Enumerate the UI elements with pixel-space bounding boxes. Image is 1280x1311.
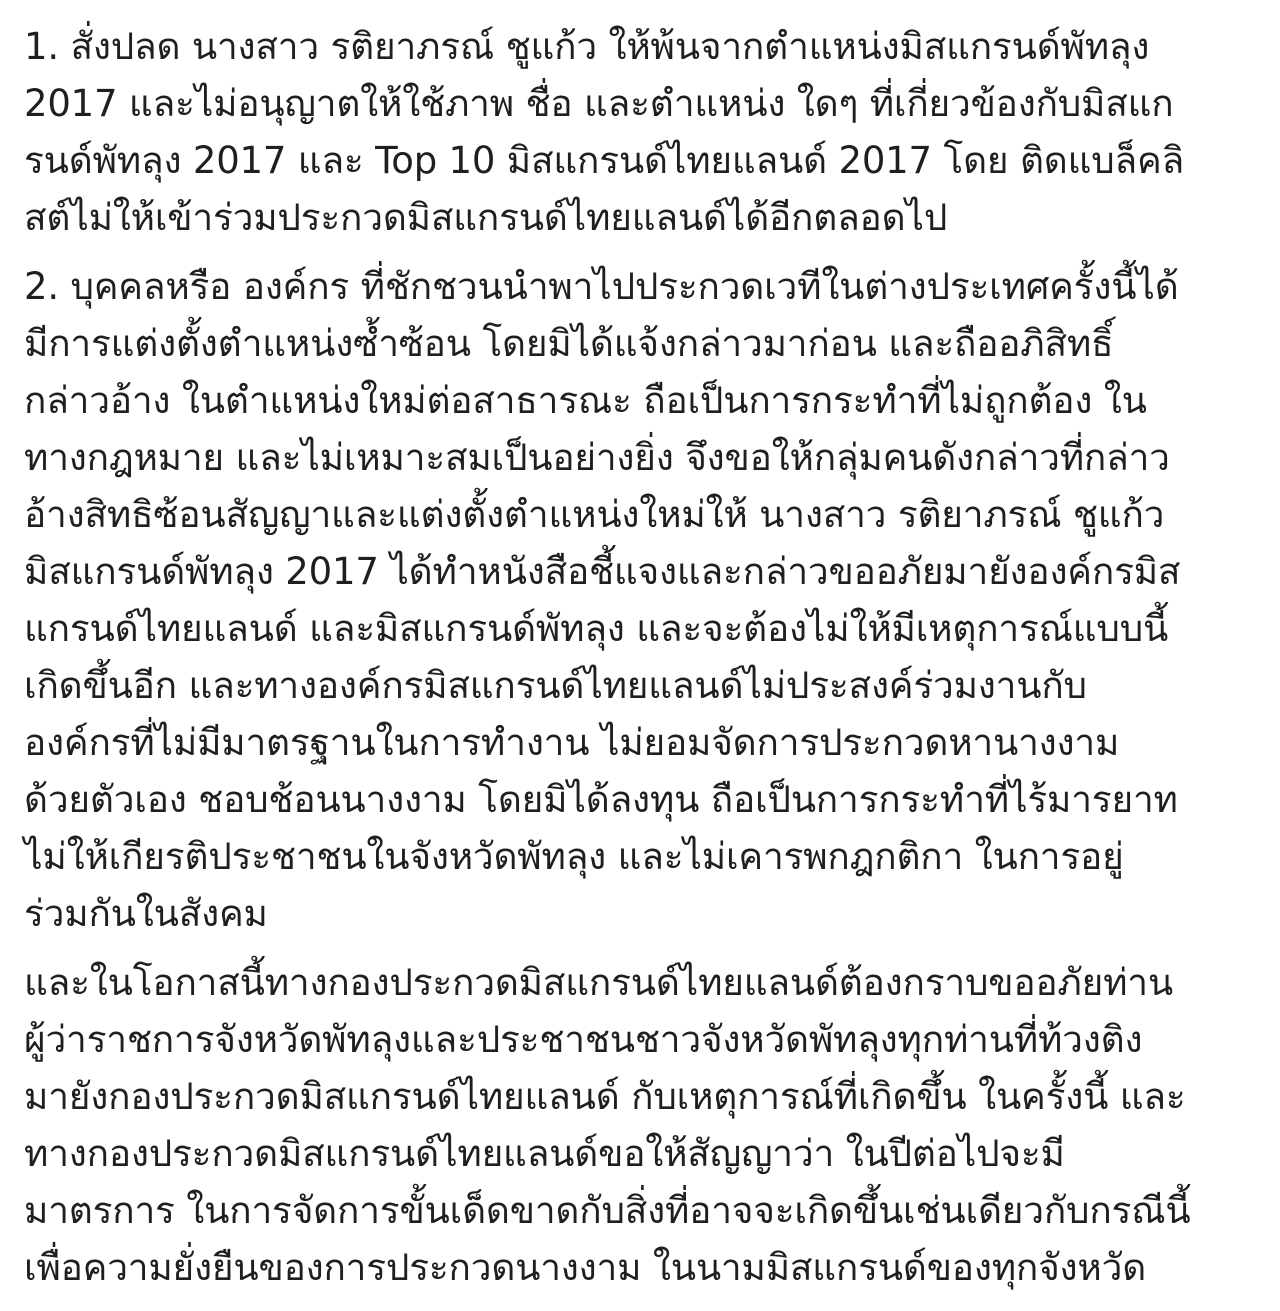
text-line: ทางกองประกวดมิสแกรนด์ไทยแลนด์ขอให้สัญญาว่า ในปีต่อไปจะมี bbox=[24, 1132, 1065, 1175]
text-line: มายังกองประกวดมิสแกรนด์ไทยแลนด์ กับเหตุการณ์ที่เกิดขึ้น ในครั้งนี้ และ bbox=[24, 1075, 1186, 1118]
text-line: แกรนด์ไทยแลนด์ และมิสแกรนด์พัทลุง และจะต้องไม่ให้มีเหตุการณ์แบบนี้ bbox=[24, 607, 1169, 650]
text-line: เพื่อความยั่งยืนของการประกวดนางงาม ในนามมิสแกรนด์ของทุกจังหวัด bbox=[24, 1246, 1147, 1289]
text-line: มิสแกรนด์พัทลุง 2017 ได้ทำหนังสือชี้แจงและกล่าวขออภัยมายังองค์กรมิส bbox=[24, 550, 1181, 593]
text-line: 2. บุคคลหรือ องค์กร ที่ชักชวนนำพาไปประกวดเวทีในต่างประเทศครั้งนี้ได้ bbox=[24, 265, 1179, 308]
text-line: ผู้ว่าราชการจังหวัดพัทลุงและประชาชนชาวจังหวัดพัทลุงทุกท่านที่ท้วงติง bbox=[24, 1018, 1143, 1061]
text-line: อ้างสิทธิซ้อนสัญญาและแต่งตั้งตำแหน่งใหม่ให้ นางสาว รติยาภรณ์ ชูแก้ว bbox=[24, 493, 1165, 536]
paragraph-1 bbox=[24, 18, 1260, 246]
text-line: ร่วมกันในสังคม bbox=[24, 892, 268, 935]
text-line: ด้วยตัวเอง ชอบช้อนนางงาม โดยมิได้ลงทุน ถือเป็นการกระทำที่ไร้มารยาท bbox=[24, 778, 1178, 821]
paragraph-3 bbox=[24, 954, 1260, 1296]
text-line: รนด์พัทลุง 2017 และ Top 10 มิสแกรนด์ไทยแลนด์ 2017 โดย ติดแบล็คลิ bbox=[24, 139, 1185, 182]
text-line: มาตรการ ในการจัดการขั้นเด็ดขาดกับสิ่งที่อาจจะเกิดขึ้นเช่นเดียวกับกรณีนี้ bbox=[24, 1189, 1191, 1232]
text-line: และในโอกาสนี้ทางกองประกวดมิสแกรนด์ไทยแลนด์ต้องกราบขออภัยท่าน bbox=[24, 961, 1173, 1004]
text-line: สต์ไม่ให้เข้าร่วมประกวดมิสแกรนด์ไทยแลนด์ได้อีกตลอดไป bbox=[24, 196, 948, 239]
paragraph-2 bbox=[24, 258, 1260, 942]
document-body bbox=[24, 18, 1260, 1308]
text-line: องค์กรที่ไม่มีมาตรฐานในการทำงาน ไม่ยอมจัดการประกวดหานางงาม bbox=[24, 721, 1120, 764]
text-line: มีการแต่งตั้งตำแหน่งซ้ำซ้อน โดยมิได้แจ้งกล่าวมาก่อน และถืออภิสิทธิ์ bbox=[24, 322, 1114, 365]
text-line: ทางกฎหมาย และไม่เหมาะสมเป็นอย่างยิ่ง จึงขอให้กลุ่มคนดังกล่าวที่กล่าว bbox=[24, 436, 1170, 479]
text-line: 1. สั่งปลด นางสาว รติยาภรณ์ ชูแก้ว ให้พ้นจากตำแหน่งมิสแกรนด์พัทลุง bbox=[24, 25, 1150, 68]
text-line: ไม่ให้เกียรติประชาชนในจังหวัดพัทลุง และไม่เคารพกฎกติกา ในการอยู่ bbox=[24, 835, 1124, 878]
text-line: กล่าวอ้าง ในตำแหน่งใหม่ต่อสาธารณะ ถือเป็นการกระทำที่ไม่ถูกต้อง ใน bbox=[24, 379, 1147, 422]
text-line: 2017 และไม่อนุญาตให้ใช้ภาพ ชื่อ และตำแหน่ง ใดๆ ที่เกี่ยวข้องกับมิสแก bbox=[24, 82, 1174, 125]
text-line: เกิดขึ้นอีก และทางองค์กรมิสแกรนด์ไทยแลนด์ไม่ประสงค์ร่วมงานกับ bbox=[24, 664, 1087, 707]
